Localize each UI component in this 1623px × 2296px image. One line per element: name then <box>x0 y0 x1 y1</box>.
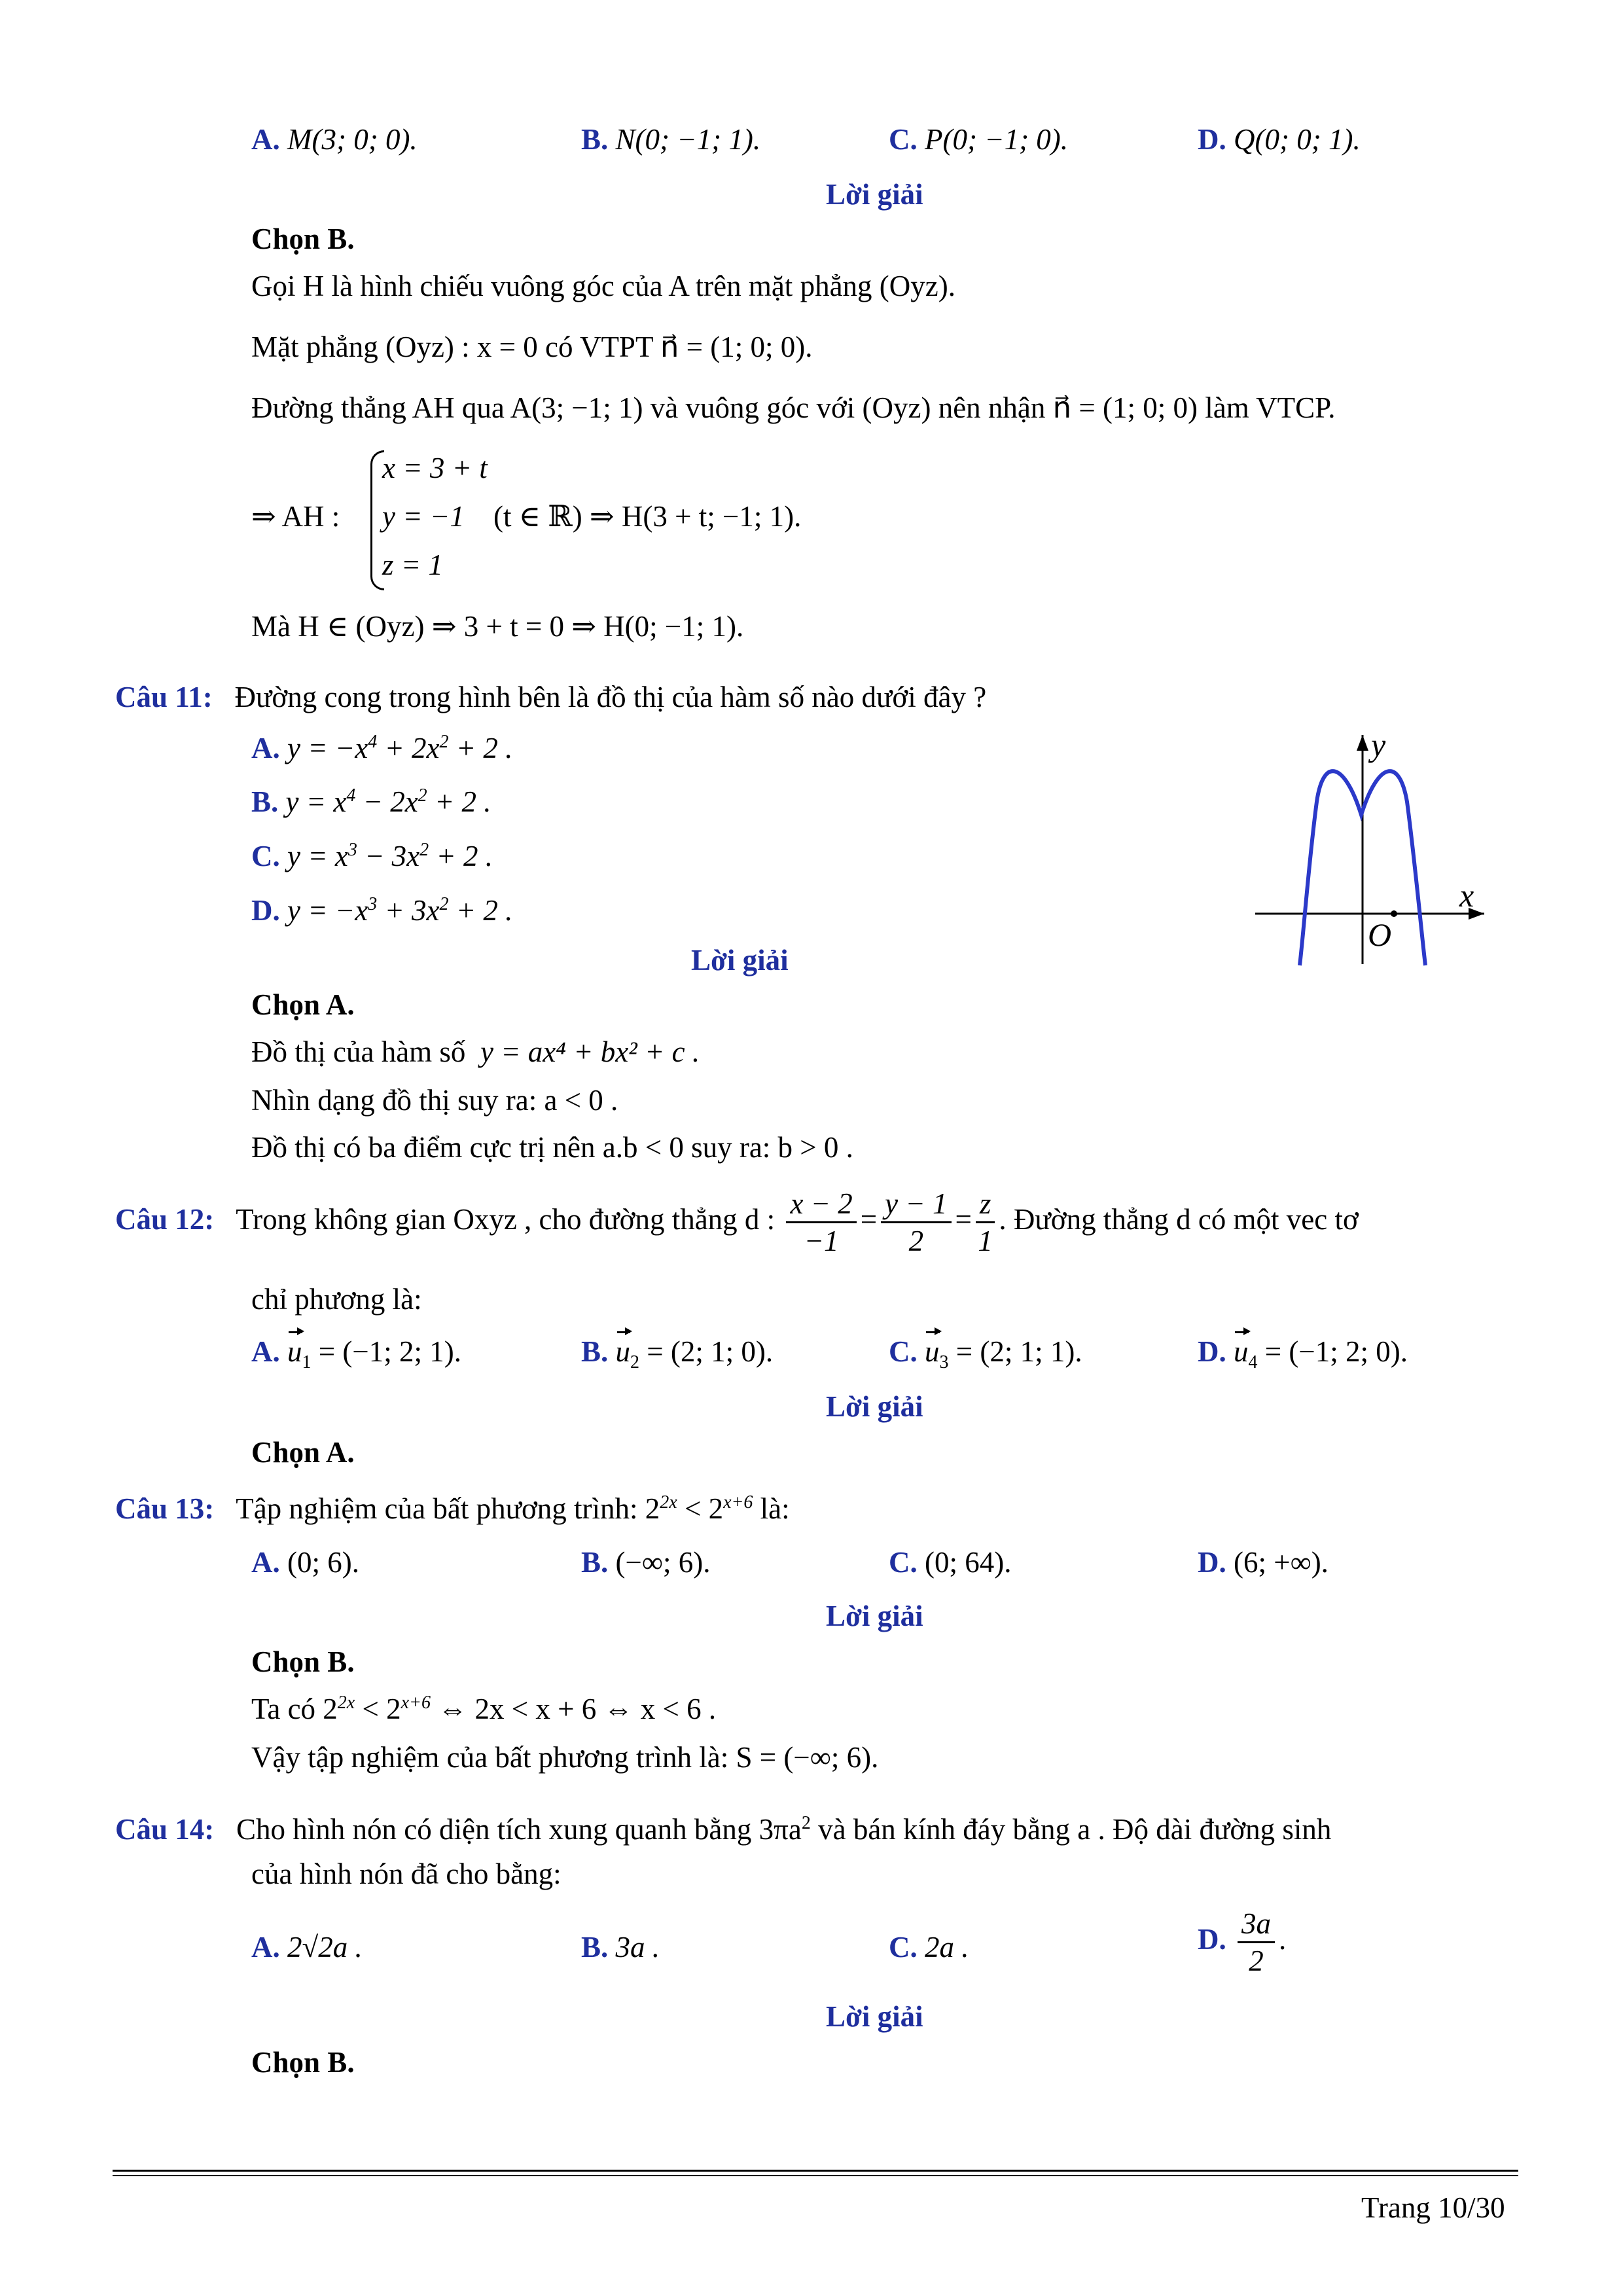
q10-system-row-3: z = 1 <box>382 548 443 581</box>
q13-option-c: C. (0; 64). <box>889 1546 1012 1579</box>
q13-solution-heading: Lời giải <box>826 1600 923 1632</box>
q12-question: Câu 12: Trong không gian Oxyz , cho đường thẳng d : $\frac{x - 2}{-1}$ = $\frac{y - 1}{2}$ = $\frac{z}{1}$ . Đường thẳng d có một vec tơ <box>115 1187 1359 1257</box>
q10-sol-line-1: Gọi H là hình chiếu vuông góc của A trên mặt phẳng (Oyz). <box>251 270 955 302</box>
q13-option-b: B. (−∞; 6). <box>581 1546 711 1579</box>
q12-choose: Chọn A. <box>251 1436 355 1469</box>
q10-option-a: A. M(3; 0; 0). <box>251 123 418 156</box>
q12-option-d: D. $u_4 = (-1$; 2; 0). <box>1198 1335 1408 1372</box>
q10-system-row-1: x = 3 + t <box>382 452 488 484</box>
q11-sol-2: Nhìn dạng đồ thị suy ra: a < 0 . <box>251 1084 618 1117</box>
q13-question: Câu 13: Tập nghiệm của bất phương trình: $2^{2x} < 2^{x+6}$ là: <box>115 1492 790 1525</box>
q11-question: Câu 11: Đường cong trong hình bên là đồ thị của hàm số nào dưới đây ? <box>115 681 987 713</box>
q14-question: Câu 14: Cho hình nón có diện tích xung quanh bằng $3\pi a^2$ và bán kính đáy bằng a . Độ dài đường sinh <box>115 1813 1332 1846</box>
q14-option-a: A. 2√2a . <box>251 1931 363 1964</box>
q10-last-line: Mà H ∈ (Oyz) ⇒ 3 + t = 0 ⇒ H(0; −1; 1). <box>251 610 744 643</box>
q14-option-b: B. 3a . <box>581 1931 660 1964</box>
q12-option-c: C. $u_3 = (2$; 1; 1). <box>889 1335 1082 1372</box>
q10-choose: Chọn B. <box>251 223 355 255</box>
x-label: x <box>1459 877 1474 914</box>
q12-question-cont: chỉ phương là: <box>251 1283 422 1316</box>
q10-system-prefix: ⇒ AH : <box>251 500 340 533</box>
q13-option-a: A. (0; 6). <box>251 1546 359 1579</box>
q11-sol-3: Đồ thị có ba điểm cực trị nên a.b < 0 suy ra: b > 0 . <box>251 1131 853 1164</box>
q11-option-b: B. $y = x^4 - 2x^2 + 2$ . <box>251 785 491 818</box>
q11-solution-heading: Lời giải <box>691 944 789 977</box>
footer-rule <box>113 2170 1518 2176</box>
q14-option-c: C. 2a . <box>889 1931 969 1964</box>
q10-system-row-2: y = −1 <box>382 500 465 533</box>
q12-option-a: A. $u_1 = (-1$; 2; 1). <box>251 1335 461 1372</box>
q14-solution-heading: Lời giải <box>826 2000 923 2033</box>
q10-option-c: C. P(0; −1; 0). <box>889 123 1069 156</box>
q14-option-d: D. $\frac{3a}{2}$ . <box>1198 1907 1287 1977</box>
q11-option-d: D. $y = -x^3 + 3x^2 + 2$ . <box>251 894 513 927</box>
y-axis-arrow <box>1357 735 1368 751</box>
q10-system-suffix: (t ∈ ℝ) ⇒ H(3 + t; −1; 1). <box>493 500 802 533</box>
q14-question-cont: của hình nón đã cho bằng: <box>251 1857 562 1890</box>
fraction-2: $\frac{y - 1}{2}$ <box>881 1186 951 1259</box>
point-marker <box>1391 910 1397 917</box>
q11-option-c: C. $y = x^3 - 3x^2 + 2$ . <box>251 840 493 872</box>
q13-option-d: D. (6; +∞). <box>1198 1546 1329 1579</box>
q12-solution-heading: Lời giải <box>826 1390 923 1423</box>
q11-option-a: A. $y = -x^4 + 2x^2 + 2$ . <box>251 732 513 764</box>
q10-sol-line-3: Đường thẳng AH qua A(3; −1; 1) và vuông góc với (Oyz) nên nhận n⃗ = (1; 0; 0) làm VTCP. <box>251 391 1336 424</box>
q11-choose: Chọn A. <box>251 988 355 1021</box>
q13-sol-1: Ta có $2^{2x} < 2^{x+6}$ ⇔ 2x < x + 6 ⇔ x < 6 . <box>251 1693 717 1725</box>
q12-option-b: B. $u_2 = (2$; 1; 0). <box>581 1335 774 1372</box>
origin-label: O <box>1368 916 1392 953</box>
q10-solution-heading: Lời giải <box>826 178 923 211</box>
q10-option-b: B. N(0; −1; 1). <box>581 123 761 156</box>
q13-sol-2: Vậy tập nghiệm của bất phương trình là: S = (−∞; 6). <box>251 1741 879 1774</box>
q14-choose: Chọn B. <box>251 2046 355 2079</box>
fraction-3: $\frac{z}{1}$ <box>976 1186 995 1259</box>
q11-sol-1: Đồ thị của hàm số y = ax⁴ + bx² + c . <box>251 1035 700 1068</box>
y-label: y <box>1371 730 1386 763</box>
q10-option-d: D. Q(0; 0; 1). <box>1198 123 1361 156</box>
page-number: Trang 10/30 <box>1361 2191 1505 2224</box>
q10-sol-line-2: Mặt phẳng (Oyz) : x = 0 có VTPT n⃗ = (1; 0; 0). <box>251 331 813 363</box>
q14-option-d-fraction: $\frac{3a}{2}$ <box>1238 1906 1275 1979</box>
q11-graph <box>1243 730 1486 972</box>
fraction-1: $\frac{x - 2}{-1}$ <box>786 1186 856 1259</box>
q13-choose: Chọn B. <box>251 1645 355 1678</box>
